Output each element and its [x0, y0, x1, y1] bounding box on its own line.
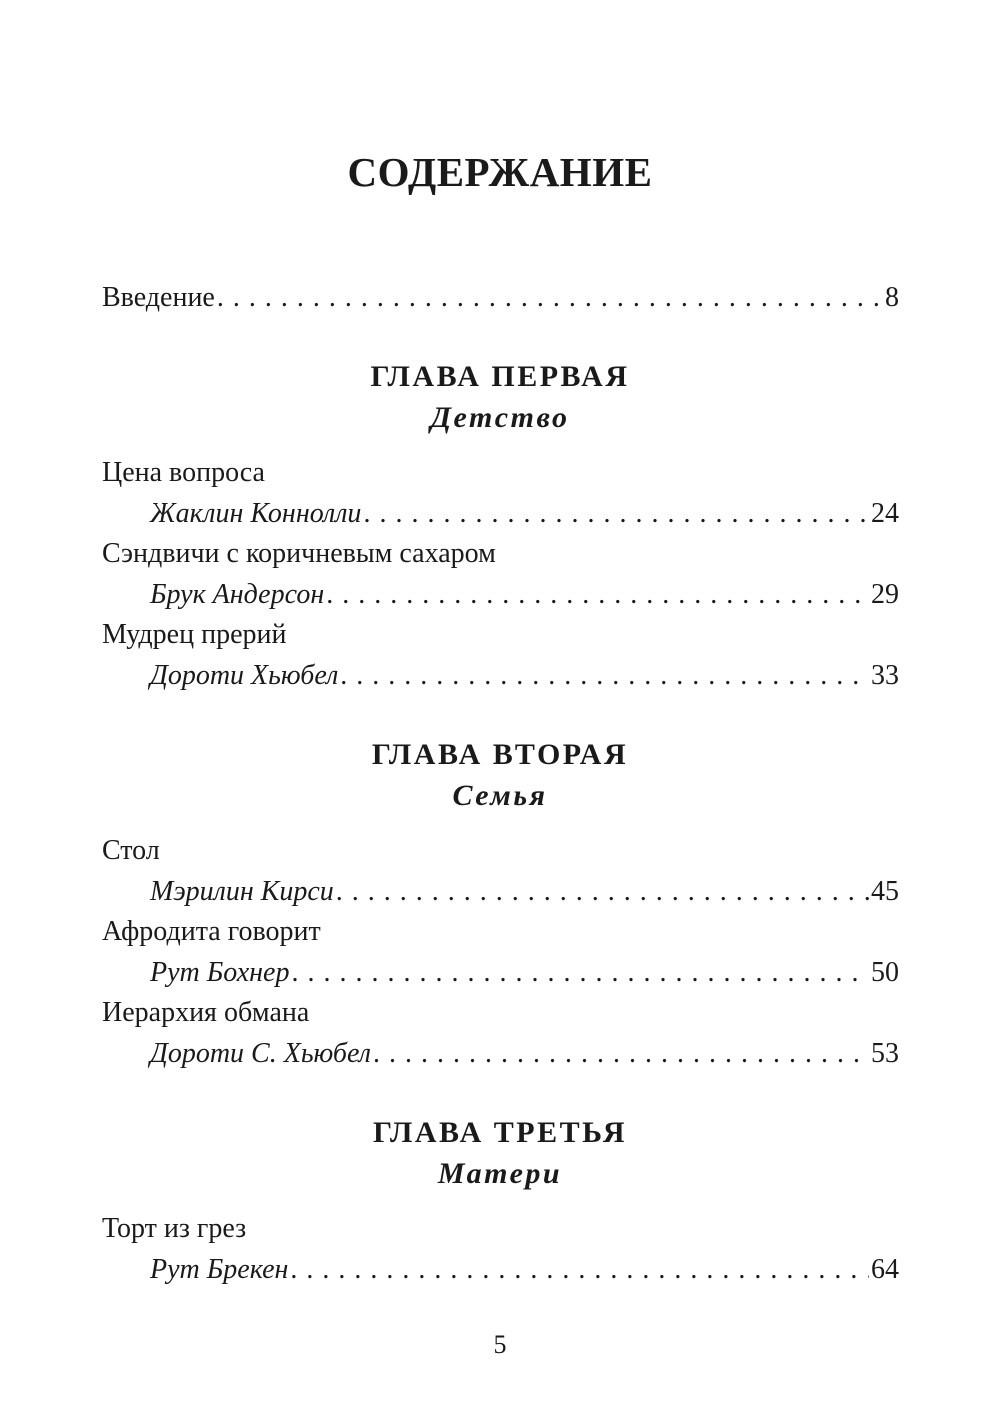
toc-entry[interactable]: [150, 955, 899, 991]
chapter-heading: ГЛАВА ВТОРАЯ: [371, 738, 629, 771]
dot-leader: [290, 1252, 869, 1288]
story-author: Брук Андерсон: [150, 579, 325, 610]
chapter-heading: ГЛАВА ПЕРВАЯ: [370, 360, 630, 393]
dot-leader: [217, 280, 883, 316]
story-title: Сэндвичи с коричневым сахаром: [102, 538, 496, 569]
toc-entry[interactable]: [150, 658, 899, 694]
toc-page-number: 33: [871, 660, 899, 691]
story-title: Иерархия обмана: [102, 997, 310, 1028]
story-author: Дороти С. Хьюбел: [150, 1038, 371, 1069]
story-author: Жаклин Коннолли: [150, 498, 362, 529]
dot-leader: [291, 955, 869, 991]
dot-leader: [336, 874, 869, 910]
story-title: Торт из грез: [102, 1213, 247, 1244]
page-number: 5: [493, 1330, 507, 1359]
story-title: Стол: [102, 835, 160, 866]
toc-page-number: 53: [871, 1038, 899, 1069]
story-author: Дороти Хьюбел: [150, 660, 339, 691]
chapter-subtitle: Матери: [437, 1157, 563, 1190]
toc-entry-label: Введение: [102, 282, 215, 313]
chapter-subtitle: Семья: [452, 779, 548, 812]
toc-page-number: 45: [871, 876, 899, 907]
toc-entry-introduction[interactable]: [102, 280, 899, 316]
story-title: Мудрец прерий: [102, 619, 287, 650]
toc-page-number: 64: [871, 1254, 899, 1285]
story-title: Цена вопроса: [102, 457, 265, 488]
dot-leader: [326, 577, 869, 613]
toc-entry[interactable]: [150, 577, 899, 613]
story-author: Мэрилин Кирси: [150, 876, 334, 907]
chapter-subtitle: Детство: [430, 401, 570, 434]
toc-page-number: 8: [885, 282, 899, 313]
page-title: СОДЕРЖАНИЕ: [347, 149, 653, 195]
toc-entry[interactable]: [150, 1252, 899, 1288]
toc-entry[interactable]: [150, 874, 899, 910]
toc-page-number: 24: [871, 498, 899, 529]
toc-entry[interactable]: [150, 496, 899, 532]
story-author: Рут Брекен: [150, 1254, 289, 1285]
toc-entry[interactable]: [150, 1036, 899, 1072]
chapter-heading: ГЛАВА ТРЕТЬЯ: [372, 1116, 628, 1149]
dot-leader: [373, 1036, 869, 1072]
toc-page-number: 50: [871, 957, 899, 988]
story-author: Рут Бохнер: [150, 957, 290, 988]
dot-leader: [340, 658, 869, 694]
toc-page-number: 29: [871, 579, 899, 610]
dot-leader: [363, 496, 869, 532]
story-title: Афродита говорит: [102, 916, 321, 947]
